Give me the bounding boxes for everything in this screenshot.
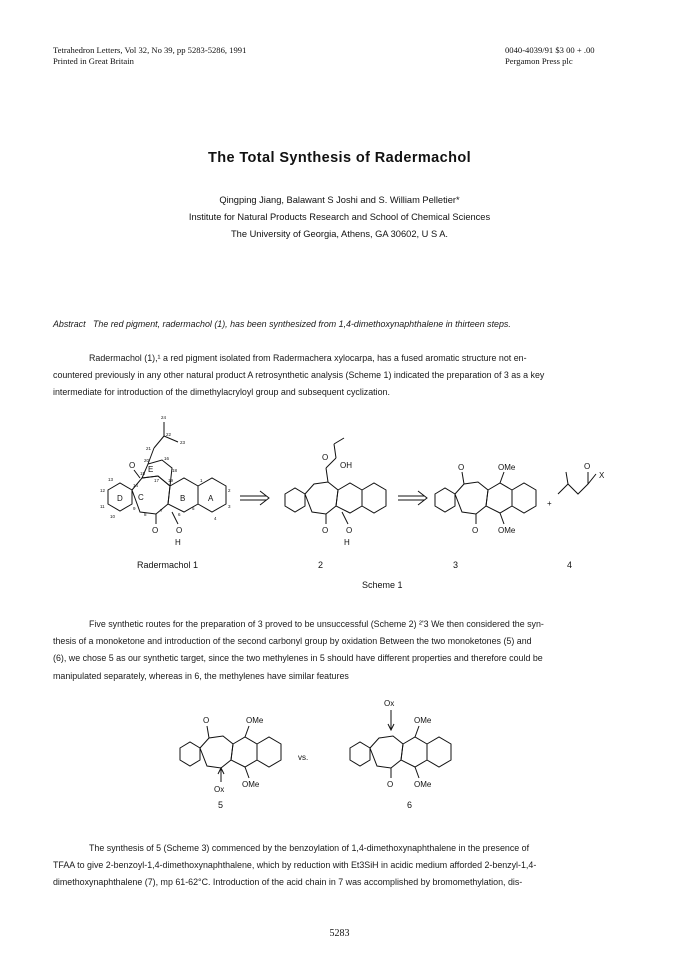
- p2-line-3: (6), we chose 5 as our synthetic target, since the two methylenes in 5 should have different properties and therefore could be: [53, 653, 543, 664]
- atom-o: O: [387, 780, 394, 789]
- atom-number-15: 15: [140, 471, 146, 476]
- p2-line-2: thesis of a monoketone and introduction of the second carbonyl group by oxidation Between the two monoketones (5) and: [53, 636, 532, 647]
- atom-ome: OMe: [498, 526, 516, 535]
- atom-o: O: [322, 453, 329, 462]
- atom-number-23: 23: [180, 440, 186, 445]
- ring-d-label: D: [117, 494, 123, 503]
- ring-a-label: A: [208, 494, 214, 503]
- p3-line-2: TFAA to give 2-benzoyl-1,4-dimethoxynaphthalene, which by reduction with Et3SiH in acidic medium afforded 2-benzyl-1,4-: [53, 860, 537, 871]
- atom-o: O: [584, 462, 591, 471]
- atom-x: X: [599, 471, 605, 480]
- atom-o: O: [129, 461, 136, 470]
- atom-h: H: [344, 538, 350, 547]
- atom-ox: Ox: [214, 785, 225, 794]
- atom-number-5: 5: [192, 506, 195, 511]
- page-number: 5283: [329, 928, 350, 939]
- p3-line-3: dimethoxynaphthalene (7), mp 61-62°C. Introduction of the acid chain in 7 was accomplished by bromomethylation, dis-: [53, 877, 523, 888]
- atom-number-10: 10: [110, 514, 116, 519]
- scheme-1-caption: Scheme 1: [362, 580, 403, 590]
- atom-number-24: 24: [161, 415, 167, 420]
- atom-o: O: [322, 526, 329, 535]
- p1-line-1: Radermachol (1),¹ a red pigment isolated from Radermachera xylocarpa, has a fused aromatic structure not en-: [89, 353, 527, 363]
- atom-number-17: 17: [154, 478, 160, 483]
- paper-title: The Total Synthesis of Radermachol: [207, 150, 472, 166]
- atom-number-9: 9: [133, 506, 136, 511]
- plus-sign: +: [547, 499, 552, 508]
- affiliation-1: Institute for Natural Products Research and School of Chemical Sciences: [188, 212, 491, 222]
- journal-line-1: Tetrahedron Letters, Vol 32, No 39, pp 5283-5286, 1991: [53, 45, 247, 55]
- label-compound-4: 4: [567, 560, 573, 570]
- atom-number-14: 14: [133, 483, 139, 488]
- ring-e-label: E: [148, 465, 154, 474]
- atom-ome: OMe: [414, 780, 432, 789]
- atom-number-7: 7: [160, 508, 163, 513]
- journal-citation: [53, 45, 246, 67]
- affiliation-2: The University of Georgia, Athens, GA 30602, U S A.: [230, 229, 449, 239]
- atom-number-4: 4: [214, 516, 217, 521]
- paragraph-1: [53, 350, 633, 402]
- ring-b-label: B: [180, 494, 186, 503]
- journal-code: [505, 45, 595, 67]
- p3-line-1: The synthesis of 5 (Scheme 3) commenced by the benzoylation of 1,4-dimethoxynaphthalene in the presence of: [89, 843, 530, 853]
- atom-number-21: 21: [146, 446, 152, 451]
- ring-c-label: C: [138, 493, 144, 502]
- atom-o: O: [472, 526, 479, 535]
- authors: Qingping Jiang, Balawant S Joshi and S. William Pelletier*: [219, 195, 460, 205]
- scheme-5-vs-6: [170, 690, 470, 810]
- paragraph-2: [53, 616, 633, 685]
- vs-label: vs.: [298, 753, 309, 762]
- atom-ome: OMe: [414, 716, 432, 725]
- atom-number-18: 18: [172, 468, 178, 473]
- atom-ox: Ox: [384, 699, 395, 708]
- atom-number-22: 22: [166, 432, 172, 437]
- atom-ome: OMe: [246, 716, 264, 725]
- label-compound-5: 5: [218, 800, 224, 810]
- label-compound-3: 3: [453, 560, 459, 570]
- code-line-2: Pergamon Press plc: [505, 56, 573, 66]
- atom-ome: OMe: [242, 780, 260, 789]
- atom-oh: OH: [340, 461, 352, 470]
- abstract-text: The red pigment, radermachol (1), has been synthesized from 1,4-dimethoxynaphthalene in thirteen steps.: [92, 319, 511, 329]
- p1-line-2: countered previously in any other natural product A retrosynthetic analysis (Scheme 1) indicated the preparation of 3 as a key: [53, 370, 545, 381]
- atom-number-1: 1: [200, 478, 203, 483]
- atom-number-13: 13: [108, 477, 114, 482]
- atom-o: O: [176, 526, 183, 535]
- atom-number-16: 16: [164, 456, 170, 461]
- atom-h: H: [175, 538, 181, 547]
- abstract-label: Abstract: [53, 319, 86, 329]
- atom-o: O: [152, 526, 159, 535]
- atom-number-20: 20: [144, 458, 150, 463]
- p2-line-1: Five synthetic routes for the preparation of 3 proved to be unsuccessful (Scheme 2) ²ʹ3 We then considered the syn-: [89, 619, 544, 629]
- label-compound-6: 6: [407, 800, 413, 810]
- label-compound-2: 2: [318, 560, 324, 570]
- atom-number-2: 2: [228, 488, 231, 493]
- atom-number-12: 12: [100, 488, 106, 493]
- atom-ome: OMe: [498, 463, 516, 472]
- atom-number-8: 8: [144, 512, 147, 517]
- journal-line-2: Printed in Great Britain: [53, 56, 134, 66]
- atom-number-19: 19: [168, 478, 174, 483]
- abstract: [53, 316, 643, 333]
- atom-o: O: [458, 463, 465, 472]
- label-radermachol: Radermachol 1: [137, 560, 199, 570]
- p1-line-3: intermediate for introduction of the dimethylacryloyl group and subsequent cyclization.: [53, 387, 390, 398]
- atom-o: O: [346, 526, 353, 535]
- p2-line-4: manipulated separately, whereas in 6, the methylenes have similar features: [53, 670, 349, 681]
- atom-number-3: 3: [228, 504, 231, 509]
- atom-number-11: 11: [100, 504, 105, 509]
- atom-number-6: 6: [178, 512, 181, 517]
- code-line-1: 0040-4039/91 $3 00 + .00: [505, 45, 595, 55]
- paragraph-3: [53, 840, 633, 892]
- atom-o: O: [203, 716, 210, 725]
